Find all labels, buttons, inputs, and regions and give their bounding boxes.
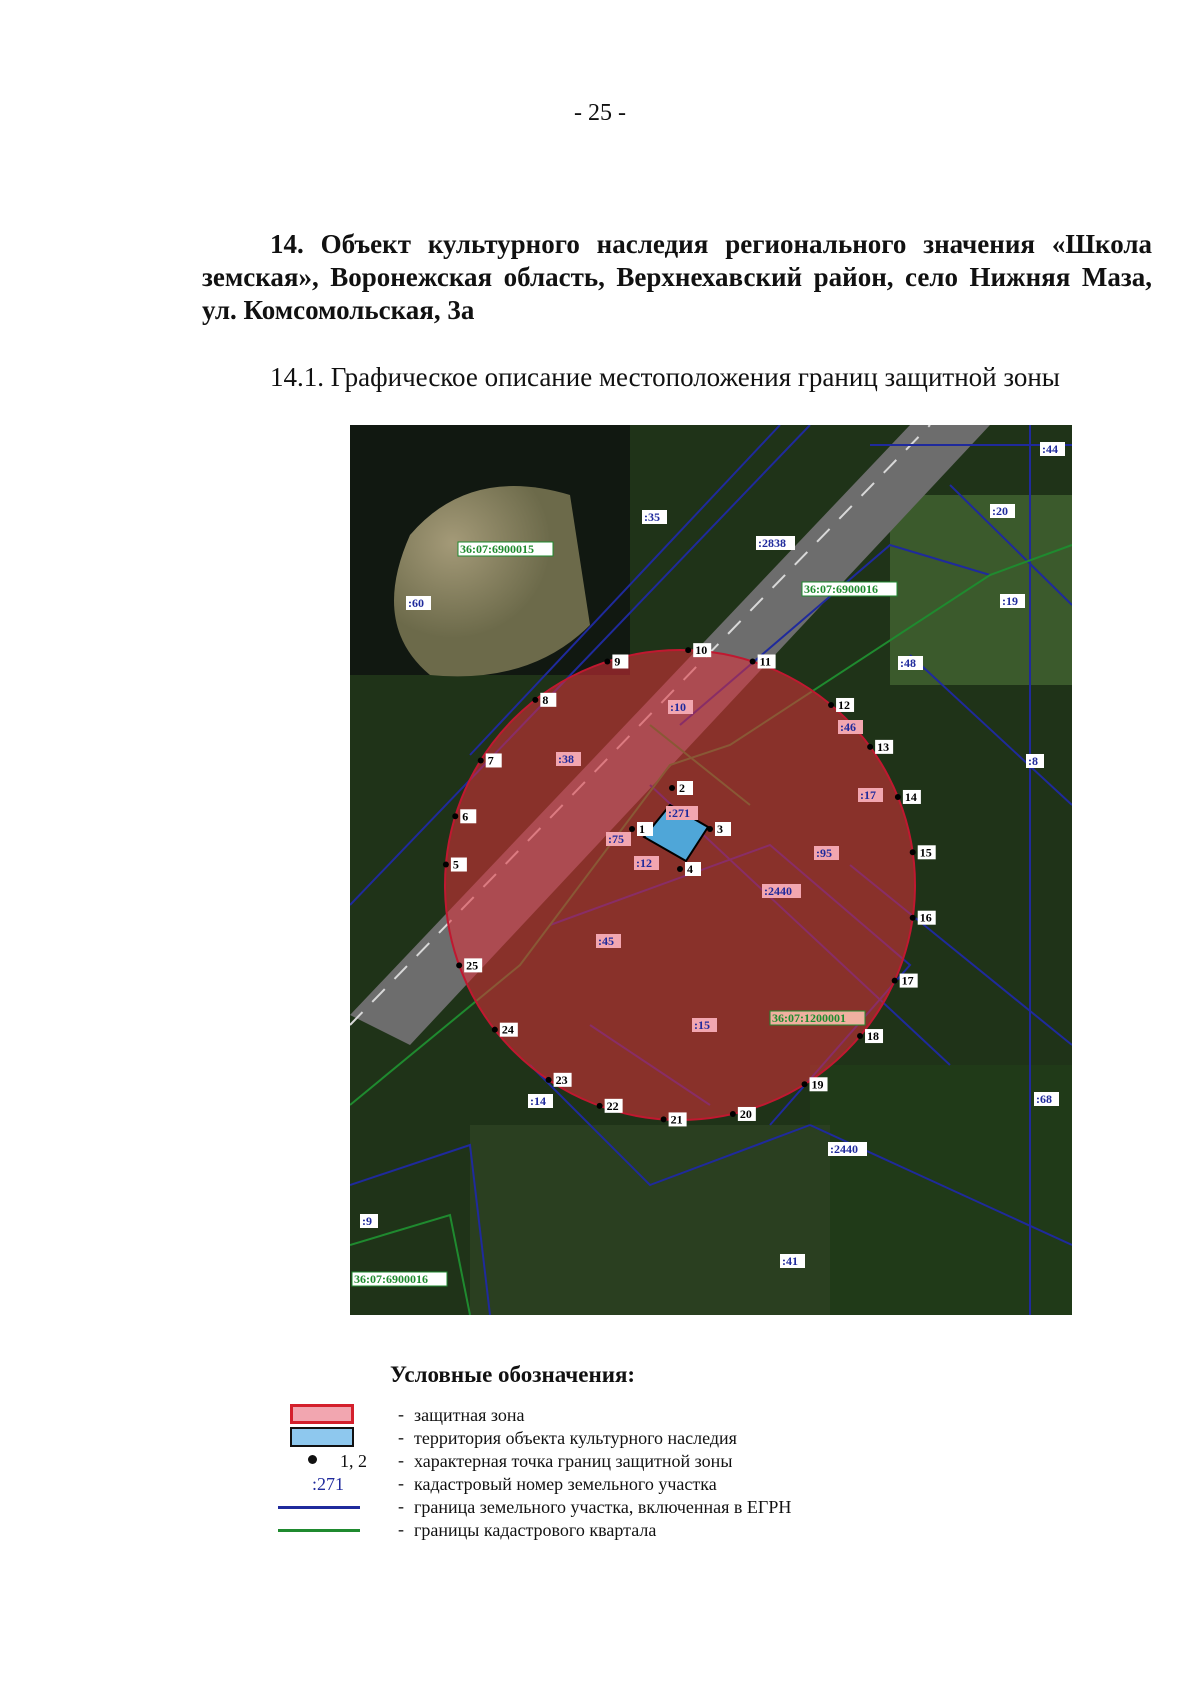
parcel-number-label: :45 — [598, 934, 614, 948]
parcel-number-label: :2440 — [830, 1142, 858, 1156]
parcel-number-label: :8 — [1028, 754, 1038, 768]
legend-item-boundary-point: 1, 2 - характерная точка границ защитной зоны — [0, 1450, 1200, 1472]
red-zone-swatch — [290, 1404, 354, 1424]
boundary-point-marker — [669, 785, 675, 791]
point-sample-label: 1, 2 — [340, 1451, 367, 1471]
legend-item-heritage-territory: - территория объекта культурного наследия — [0, 1427, 1200, 1449]
parcel-number-label: :10 — [670, 700, 686, 714]
boundary-point-label: 19 — [811, 1077, 824, 1092]
parcel-number-label: :12 — [636, 856, 652, 870]
boundary-point-marker — [867, 744, 873, 750]
parcel-number-label: :19 — [1002, 594, 1018, 608]
cadastral-quarter-label: 36:07:6900016 — [354, 1272, 428, 1286]
boundary-point-label: 9 — [614, 654, 621, 669]
boundary-point-marker — [892, 978, 898, 984]
boundary-point-label: 12 — [838, 697, 851, 712]
parcel-number-label: :38 — [558, 752, 574, 766]
boundary-point-marker — [604, 659, 610, 665]
boundary-point-marker — [677, 866, 683, 872]
parcel-number-label: :14 — [530, 1094, 546, 1108]
parcel-number-label: :48 — [900, 656, 916, 670]
parcel-number-label: :75 — [608, 832, 624, 846]
cadastral-quarter-label: 36:07:6900015 — [460, 542, 534, 556]
boundary-point-label: 6 — [462, 809, 469, 824]
boundary-point-marker — [661, 1116, 667, 1122]
boundary-point-label: 25 — [466, 958, 479, 973]
boundary-point-marker — [707, 826, 713, 832]
legend-item-quarter-boundary: - границы кадастрового квартала — [0, 1519, 1200, 1541]
parcel-number-label: :20 — [992, 504, 1008, 518]
boundary-point-label: 15 — [919, 845, 932, 860]
parcel-number-label: :68 — [1036, 1092, 1052, 1106]
boundary-point-label: 24 — [501, 1022, 514, 1037]
boundary-point-label: 3 — [717, 822, 723, 836]
legend-text: защитная зона — [414, 1405, 525, 1425]
boundary-point-marker — [629, 826, 635, 832]
page-number: - 25 - — [574, 100, 626, 126]
boundary-point-marker — [750, 659, 756, 665]
parcel-number-label: :95 — [816, 846, 832, 860]
blue-line-icon — [278, 1506, 360, 1509]
subsection-heading: 14.1. Графическое описание местоположения границ защитной зоны — [270, 362, 1060, 392]
boundary-point-label: 13 — [877, 739, 890, 754]
boundary-point-label: 22 — [606, 1098, 619, 1113]
legend-title: Условные обозначения: — [390, 1362, 636, 1387]
boundary-point-label: 16 — [919, 910, 932, 925]
legend-text: территория объекта культурного наследия — [414, 1428, 737, 1448]
parcel-number-label: :41 — [782, 1254, 798, 1268]
boundary-point-marker — [828, 702, 834, 708]
parcel-number-label: :17 — [860, 788, 876, 802]
cadastral-quarter-label: 36:07:6900016 — [804, 582, 878, 596]
parcel-number-label: :271 — [668, 806, 690, 820]
parcel-number-label: :15 — [694, 1018, 710, 1032]
boundary-point-marker — [910, 849, 916, 855]
boundary-point-marker — [452, 813, 458, 819]
boundary-point-label: 8 — [542, 692, 549, 707]
boundary-point-marker — [597, 1103, 603, 1109]
green-line-icon — [278, 1529, 360, 1532]
parcel-number-sample: :271 — [312, 1474, 345, 1494]
point-marker-icon — [308, 1455, 317, 1464]
legend-text: характерная точка границ защитной зоны — [414, 1451, 733, 1471]
boundary-point-marker — [857, 1033, 863, 1039]
boundary-point-marker — [456, 962, 462, 968]
boundary-point-label: 14 — [904, 789, 917, 804]
parcel-number-label: :60 — [408, 596, 424, 610]
section-heading: 14. Объект культурного наследия регионального значения «Школа земская», Воронежская область, Верхнехавский район, село Нижняя Маза, ул. Комсомольская, 3а — [202, 229, 1152, 325]
boundary-point-label: 10 — [695, 643, 708, 658]
boundary-point-label: 18 — [867, 1029, 880, 1044]
cadastral-quarter-label: 36:07:1200001 — [772, 1011, 846, 1025]
boundary-point-marker — [532, 697, 538, 703]
boundary-point-label: 17 — [901, 973, 914, 988]
parcel-number-label: :2838 — [758, 536, 786, 550]
legend-item-parcel-number: :271 - кадастровый номер земельного участка — [312, 1473, 717, 1494]
boundary-point-marker — [910, 915, 916, 921]
boundary-point-label: 5 — [452, 857, 459, 872]
boundary-point-label: 7 — [487, 753, 494, 768]
boundary-point-marker — [443, 862, 449, 868]
map-image — [350, 425, 1072, 1315]
boundary-point-marker — [546, 1077, 552, 1083]
legend-text: границы кадастрового квартала — [414, 1520, 657, 1540]
parcel-number-label: :9 — [362, 1214, 372, 1228]
boundary-point-marker — [492, 1027, 498, 1033]
parcel-number-label: :44 — [1042, 442, 1058, 456]
blue-territory-swatch — [290, 1427, 354, 1447]
parcel-number-label: :46 — [840, 720, 856, 734]
boundary-point-marker — [730, 1111, 736, 1117]
boundary-point-marker — [685, 647, 691, 653]
boundary-point-marker — [895, 794, 901, 800]
boundary-point-label: 23 — [555, 1072, 568, 1087]
legend-text: кадастровый номер земельного участка — [414, 1474, 717, 1494]
parcel-number-label: :35 — [644, 510, 660, 524]
legend-item-protective-zone: - защитная зона — [0, 1404, 1200, 1426]
boundary-point-label: 4 — [687, 862, 693, 876]
boundary-point-label: 21 — [670, 1112, 683, 1127]
legend-text: граница земельного участка, включенная в ЕГРН — [414, 1497, 792, 1517]
boundary-point-label: 20 — [739, 1106, 752, 1121]
parcel-number-label: :2440 — [764, 884, 792, 898]
boundary-point-label: 1 — [639, 822, 645, 836]
legend-item-parcel-boundary: - граница земельного участка, включенная в ЕГРН — [0, 1496, 1200, 1518]
boundary-point-marker — [478, 757, 484, 763]
boundary-point-label: 11 — [759, 654, 771, 669]
boundary-point-label: 2 — [679, 781, 685, 795]
boundary-point-marker — [802, 1081, 808, 1087]
